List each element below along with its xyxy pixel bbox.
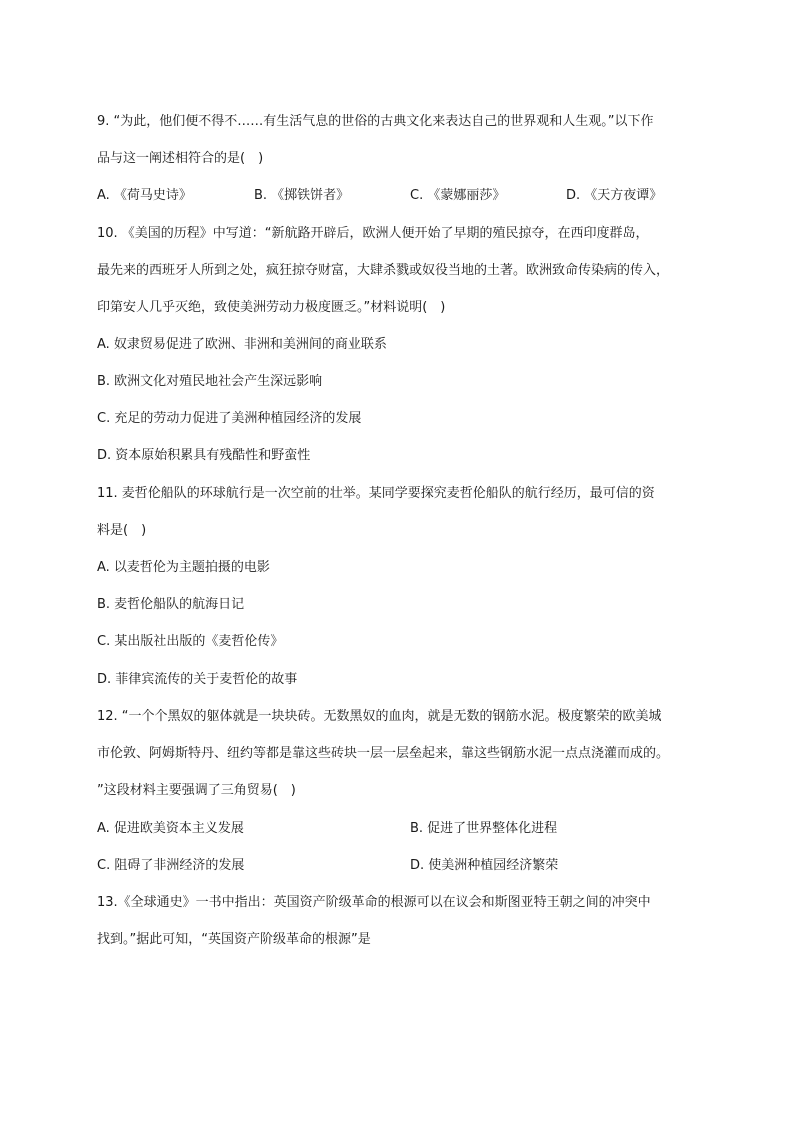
q10-stem-line-2: 最先来的西班牙人所到之处，疯狂掠夺财富，大肆杀戮或奴役当地的土著。欧洲致命传染病的传入， bbox=[97, 263, 670, 278]
q11-stem-line-1: 11. 麦哲伦船队的环球航行是一次空前的壮举。某同学要探究麦哲伦船队的航行经历，最可信的资 bbox=[97, 486, 655, 501]
q11-option-a: A. 以麦哲伦为主题拍摄的电影 bbox=[97, 560, 270, 575]
q9-option-b: B. 《掷铁饼者》 bbox=[254, 188, 350, 203]
q10-option-c: C. 充足的劳动力促进了美洲种植园经济的发展 bbox=[97, 411, 362, 426]
q9-stem-line-2: 品与这一阐述相符合的是( ) bbox=[97, 151, 264, 166]
q11-stem-line-2: 料是( ) bbox=[97, 523, 147, 538]
q11-option-d: D. 菲律宾流传的关于麦哲伦的故事 bbox=[97, 672, 298, 687]
q10-option-b: B. 欧洲文化对殖民地社会产生深远影响 bbox=[97, 374, 323, 389]
q12-option-c: C. 阻碍了非洲经济的发展 bbox=[97, 858, 245, 873]
q9-option-a: A. 《荷马史诗》 bbox=[97, 188, 192, 203]
q13-stem-line-2: 找到。”据此可知，“英国资产阶级革命的根源”是 bbox=[97, 932, 371, 947]
q9-option-d: D. 《天方夜谭》 bbox=[566, 188, 663, 203]
q9-stem-line-1: 9. “为此，他们便不得不……有生活气息的世俗的古典文化来表达自己的世界观和人生观。”以下作 bbox=[97, 114, 654, 129]
q11-option-b: B. 麦哲伦船队的航海日记 bbox=[97, 597, 245, 612]
q12-stem-line-3: ”这段材料主要强调了三角贸易( ) bbox=[97, 783, 296, 798]
q10-stem-line-1: 10. 《美国的历程》中写道：“新航路开辟后，欧洲人便开始了早期的殖民掠夺，在西印度群岛， bbox=[97, 226, 649, 241]
q10-option-d: D. 资本原始积累具有残酷性和野蛮性 bbox=[97, 448, 311, 463]
q12-stem-line-1: 12. “一个个黑奴的躯体就是一块块砖。无数黑奴的血肉，就是无数的钢筋水泥。极度繁荣的欧美城 bbox=[97, 709, 662, 724]
q9-option-c: C. 《蒙娜丽莎》 bbox=[410, 188, 506, 203]
q12-option-a: A. 促进欧美资本主义发展 bbox=[97, 821, 244, 836]
q10-stem-line-3: 印第安人几乎灭绝，致使美洲劳动力极度匮乏。”材料说明( ) bbox=[97, 300, 446, 315]
q10-option-a: A. 奴隶贸易促进了欧洲、非洲和美洲间的商业联系 bbox=[97, 337, 387, 352]
q11-option-c: C. 某出版社出版的《麦哲伦传》 bbox=[97, 634, 284, 649]
q12-option-d: D. 使美洲种植园经济繁荣 bbox=[410, 858, 559, 873]
q13-stem-line-1: 13.《全球通史》一书中指出：英国资产阶级革命的根源可以在议会和斯图亚特王朝之间的冲突中 bbox=[97, 895, 651, 910]
q12-option-b: B. 促进了世界整体化进程 bbox=[410, 821, 558, 836]
q12-stem-line-2: 市伦敦、阿姆斯特丹、纽约等都是靠这些砖块一层一层垒起来，靠这些钢筋水泥一点点浇灌而成的。 bbox=[97, 746, 670, 761]
